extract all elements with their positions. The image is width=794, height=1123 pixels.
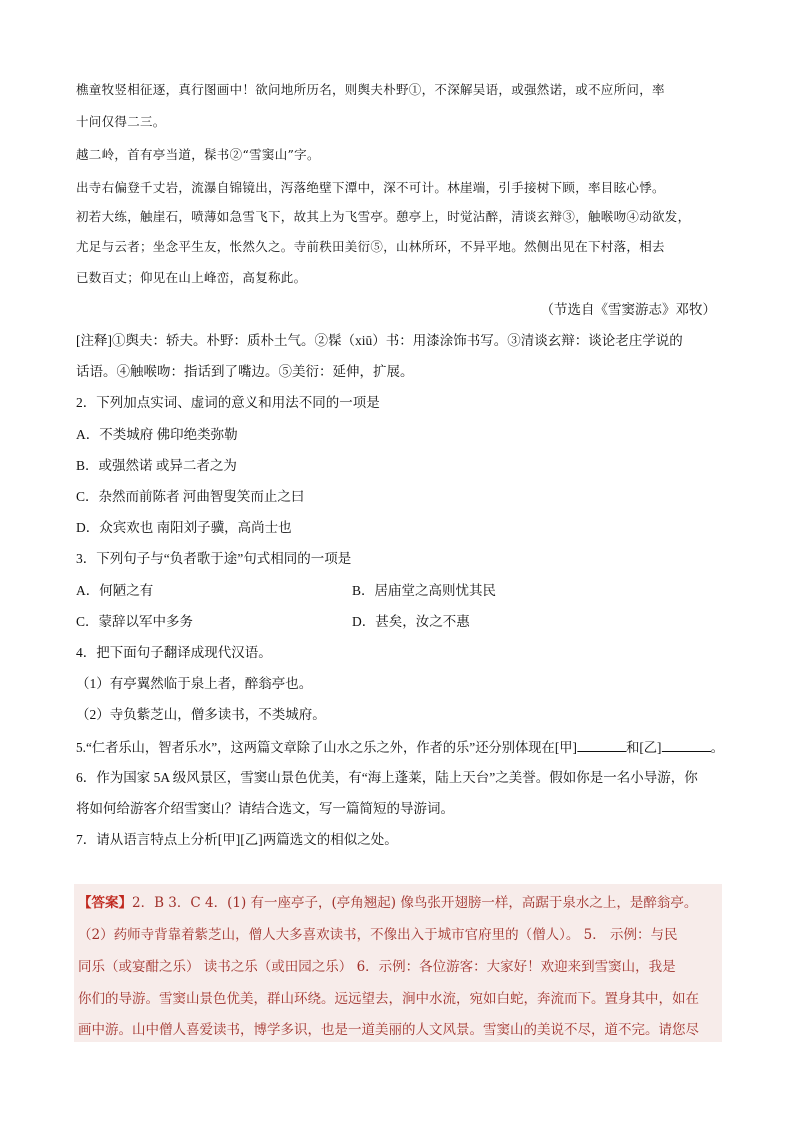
passage-line-4: 出寺右偏登千丈岩，流瀑自锦镜出，泻落绝壁下潭中，深不可计。林崖端，引手接树下顾，率目眩心悸。 <box>76 180 665 195</box>
answer-line-2: （2）药师寺背靠着紫芝山，僧人大多喜欢读书，不像出入于城市官府里的（僧人）。 5． 示例：与民 <box>78 927 678 943</box>
passage-line-2: 十问仅得二三。 <box>76 114 166 129</box>
q4-stem: 4．把下面句子翻译成现代汉语。 <box>76 645 272 660</box>
q4-sentence-1: （1）有亭翼然临于泉上者，醉翁亭也。 <box>76 676 313 691</box>
q4-sentence-2: （2）寺负紫芝山，僧多读书，不类城府。 <box>76 707 326 722</box>
passage-line-3: 越二岭，首有亭当道，髹书②“雪窦山”字。 <box>76 147 320 162</box>
q7-stem: 7．请从语言特点上分析[甲][乙]两篇选文的相似之处。 <box>76 832 398 847</box>
q3-option-a: A．何陋之有 <box>76 583 154 598</box>
q3-option-c: C．蒙辞以军中多务 <box>76 614 194 629</box>
q5-text-pre: 5.“仁者乐山，智者乐水”，这两篇文章除了山水之乐之外，作者的乐”还分别体现在[甲] <box>76 740 577 755</box>
q3-stem: 3．下列句子与“负者歌于途”句式相同的一项是 <box>76 551 352 566</box>
answer-line-1 <box>78 893 697 913</box>
answer-line-3: 同乐（或宴酣之乐） 读书之乐（或田园之乐） 6．示例：各位游客：大家好！欢迎来到雪窦山，我是 <box>78 959 676 975</box>
answer-tag: 【答案】 <box>78 895 132 911</box>
passage-line-1: 樵童牧竖相征逐，真行图画中！欲问地所历名，则舆夫朴野①，不深解吴语，或强然诺，或不应所问，率 <box>76 82 665 97</box>
q5-line <box>76 737 724 758</box>
notes-line-2: 话语。④触喉吻：指话到了嘴边。⑤美衍：延伸，扩展。 <box>76 364 414 379</box>
q5-blank-jia[interactable] <box>577 737 626 752</box>
q3-option-b: B．居庙堂之高则忧其民 <box>352 583 497 598</box>
passage-source: （节选自《雪窦游志》邓牧） <box>540 302 716 317</box>
q2-option-a: A．不类城府 佛印绝类弥勒 <box>76 427 238 442</box>
q6-line-1: 6．作为国家 5A 级风景区，雪窦山景色优美，有“海上蓬莱，陆上天台”之美誉。假如你是一名小导游，你 <box>76 770 698 785</box>
passage-line-6: 尤足与云者；坐念平生友，怅然久之。寺前秩田美衍⑤，山林所环，不异平地。然侧出见在下村落，相去 <box>76 239 665 254</box>
notes-line-1: [注释]①舆夫：轿夫。朴野：质朴土气。②髹（xiū）书：用漆涂饰书写。③清谈玄辩：谈论老庄学说的 <box>76 333 683 348</box>
q3-option-d: D．甚矣，汝之不惠 <box>352 614 470 629</box>
q2-option-d: D．众宾欢也 南阳刘子骥，高尚士也 <box>76 520 292 535</box>
answer-line-1-text: 2．B 3．C 4．(1) 有一座亭子，(亭角翘起) 像鸟张开翅膀一样，高踞于泉水之上，是醉翁亭。 <box>132 895 698 911</box>
q5-blank-yi[interactable] <box>661 737 710 752</box>
q5-text-mid: 和[乙] <box>626 740 662 755</box>
answer-line-5: 画中游。山中僧人喜爱读书，博学多识，也是一道美丽的人文风景。雪窦山的美说不尽，道不完。请您尽 <box>78 1022 699 1038</box>
passage-line-5: 初若大练，触崖石，喷薄如急雪飞下，故其上为飞雪亭。憩亭上，时觉沾醉，清谈玄辩③，触喉吻④动欲发， <box>76 209 691 224</box>
q2-option-b: B．或强然诺 或异二者之为 <box>76 458 237 473</box>
q2-option-c: C．杂然而前陈者 河曲智叟笑而止之曰 <box>76 489 305 504</box>
answer-line-4: 你们的导游。雪窦山景色优美，群山环绕。远远望去，涧中水流，宛如白蛇，奔流而下。置身其中，如在 <box>78 991 699 1007</box>
passage-line-7: 已数百丈；仰见在山上峰峦，高复称此。 <box>76 270 307 285</box>
q6-line-2: 将如何给游客介绍雪窦山？请结合选文，写一篇简短的导游词。 <box>76 801 454 816</box>
q5-text-post: 。 <box>710 740 724 755</box>
q2-stem: 2．下列加点实词、虚词的意义和用法不同的一项是 <box>76 395 380 410</box>
